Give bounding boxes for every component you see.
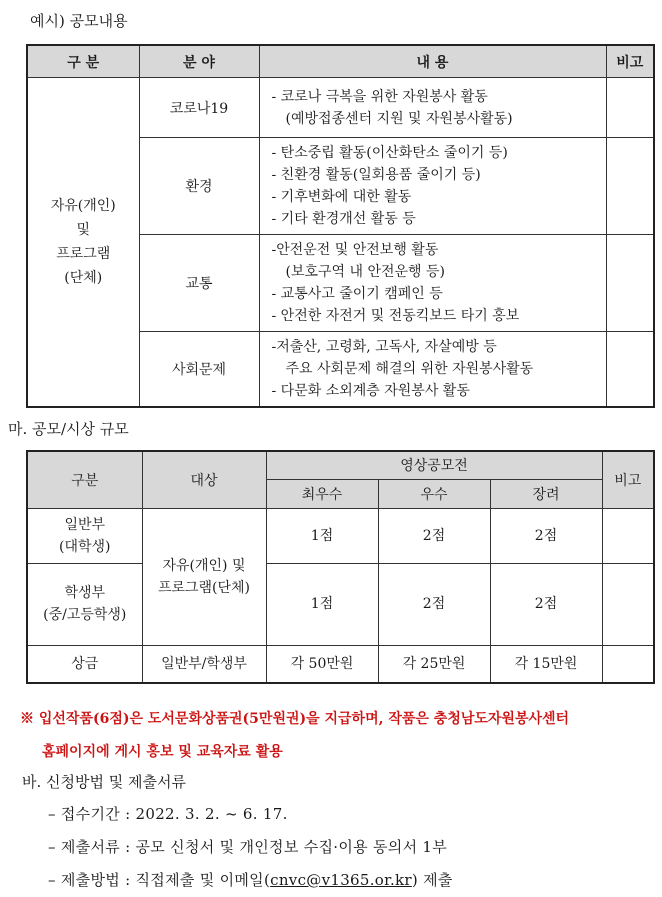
count-cell: 2점 (378, 563, 490, 645)
header-field: 분 야 (139, 45, 259, 78)
award-scale-table (26, 450, 655, 684)
note-line-2: 홈페이지에 게시 홍보 및 교육자료 활용 (42, 744, 283, 760)
table-row (27, 508, 654, 563)
content-social: -저출산, 고령화, 고독사, 자살예방 등 주요 사회문제 해결의 위한 자원봉사활동 - 다문화 소외계층 자원봉사 활동 (259, 332, 606, 407)
header-gubun: 구분 (27, 451, 142, 508)
note-cell (606, 332, 654, 407)
header-category: 구 분 (27, 45, 139, 78)
content-covid: - 코로나 극복을 위한 자원봉사 활동 (예방접종센터 지원 및 자원봉사활동) (259, 78, 606, 138)
example-heading: 예시) 공모내용 (30, 12, 128, 30)
prize-label: 상금 (27, 645, 142, 683)
count-cell: 2점 (490, 563, 602, 645)
count-cell: 2점 (378, 508, 490, 563)
email-link[interactable]: cnvc@v1365.or.kr (270, 871, 412, 889)
field-environment: 환경 (139, 138, 259, 235)
selection-note (20, 703, 660, 769)
count-cell: 2점 (490, 508, 602, 563)
note-line-1: ※ 입선작품(6점)은 도서문화상품권(5만원권)을 지급하며, 작품은 충청남도자원봉사센터 (20, 711, 570, 727)
note-cell (606, 78, 654, 138)
field-traffic: 교통 (139, 235, 259, 332)
table-row (27, 78, 654, 138)
prize-amount: 각 50만원 (266, 645, 378, 683)
note-cell (606, 235, 654, 332)
prize-amount: 각 15만원 (490, 645, 602, 683)
note-cell (602, 645, 654, 683)
prize-target: 일반부/학생부 (142, 645, 266, 683)
content-environment: - 탄소중립 활동(이산화탄소 줄이기 등) - 친환경 활동(일회용품 줄이기 등) - 기후변화에 대한 활동 - 기타 환경개선 활동 등 (259, 138, 606, 235)
category-cell: 자유(개인) 및 프로그램 (단체) (27, 78, 139, 407)
contest-content-table (26, 44, 655, 408)
count-cell: 1점 (266, 563, 378, 645)
note-cell (602, 508, 654, 563)
row-label-general: 일반부 (대학생) (27, 508, 142, 563)
header-target: 대상 (142, 451, 266, 508)
target-cell: 자유(개인) 및 프로그램(단체) (142, 508, 266, 645)
note-cell (602, 563, 654, 645)
header-note: 비고 (606, 45, 654, 78)
table2-header-row (27, 451, 654, 479)
table-row (27, 563, 654, 645)
header-grand-prize: 최우수 (266, 479, 378, 508)
header-excellence: 우수 (378, 479, 490, 508)
prize-amount: 각 25만원 (378, 645, 490, 683)
section-ba-heading: 바. 신청방법 및 제출서류 (22, 773, 186, 791)
field-covid: 코로나19 (139, 78, 259, 138)
note-cell (606, 138, 654, 235)
field-social: 사회문제 (139, 332, 259, 407)
header-video-contest: 영상공모전 (266, 451, 602, 479)
content-traffic: -안전운전 및 안전보행 활동 (보호구역 내 안전운행 등) - 교통사고 줄이기 캠페인 등 - 안전한 자전거 및 전동킥보드 타기 홍보 (259, 235, 606, 332)
row-label-student: 학생부 (중/고등학생) (27, 563, 142, 645)
submission-period: – 접수기간 : 2022. 3. 2. ~ 6. 17. (48, 805, 288, 823)
submission-method: – 제출방법 : 직접제출 및 이메일(cnvc@v1365.or.kr) 제출 (48, 871, 453, 889)
table1-header-row (27, 45, 654, 78)
header-encouragement: 장려 (490, 479, 602, 508)
section-ma-heading: 마. 공모/시상 규모 (8, 420, 129, 438)
count-cell: 1점 (266, 508, 378, 563)
header-note: 비고 (602, 451, 654, 508)
table-row (27, 645, 654, 683)
header-content: 내 용 (259, 45, 606, 78)
required-documents: – 제출서류 : 공모 신청서 및 개인정보 수집·이용 동의서 1부 (48, 838, 448, 856)
